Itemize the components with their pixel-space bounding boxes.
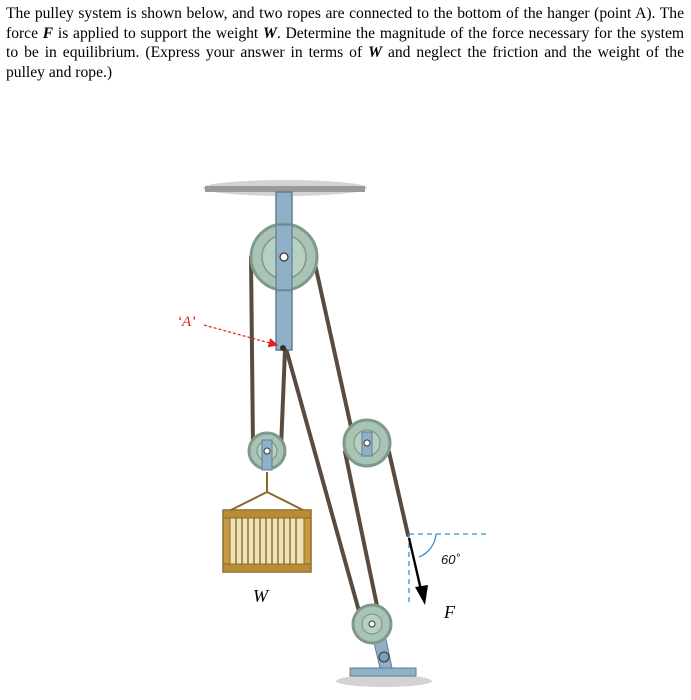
movable-pulley-axle — [264, 448, 270, 454]
problem-text-3: . Determine the magnitude of the force necessary for the system to be in equilibrium. (Express your answer in terms of — [6, 24, 684, 61]
point-a-leader — [204, 325, 277, 345]
ground-plate — [350, 668, 416, 676]
weight-label: W — [253, 586, 268, 606]
rope-top-to-middle-pulley — [315, 264, 353, 436]
weight-symbol-text-2: W — [368, 44, 382, 61]
rope-middle-to-force — [389, 452, 408, 535]
force-label: F — [444, 602, 455, 622]
problem-text-1: The pulley system is shown below, and two ropes are connected to the bottom of the hanger (point A). The force — [6, 5, 684, 42]
point-a-marker — [280, 345, 286, 351]
weight-crate — [223, 510, 311, 572]
ceiling-plate — [205, 186, 365, 192]
ground-support — [336, 675, 432, 687]
movable-pulley-bracket — [262, 440, 272, 470]
middle-pulley-axle — [364, 440, 370, 446]
angle-arc — [419, 534, 436, 557]
force-arrow-shaft — [409, 538, 421, 590]
problem-text-2: is applied to support the weight — [53, 24, 263, 42]
rope-left-top-to-movable — [251, 257, 253, 448]
rope-hanger-to-movable — [281, 350, 285, 448]
problem-text-4: and neglect the friction and the weight of the pulley and rope.) — [6, 44, 684, 81]
point-a-label: ‘A’ — [177, 314, 196, 330]
ground-bolt — [379, 652, 389, 662]
bottom-pulley-axle — [369, 621, 375, 627]
angle-label: 60˚ — [441, 552, 460, 567]
crate-slings — [227, 472, 307, 512]
rope-middle-to-bottom-pulley — [345, 452, 380, 620]
top-pulley-axle — [280, 253, 288, 261]
force-arrow-head — [415, 585, 428, 605]
force-symbol-text: F — [42, 24, 54, 42]
weight-symbol-text: W — [263, 24, 277, 42]
